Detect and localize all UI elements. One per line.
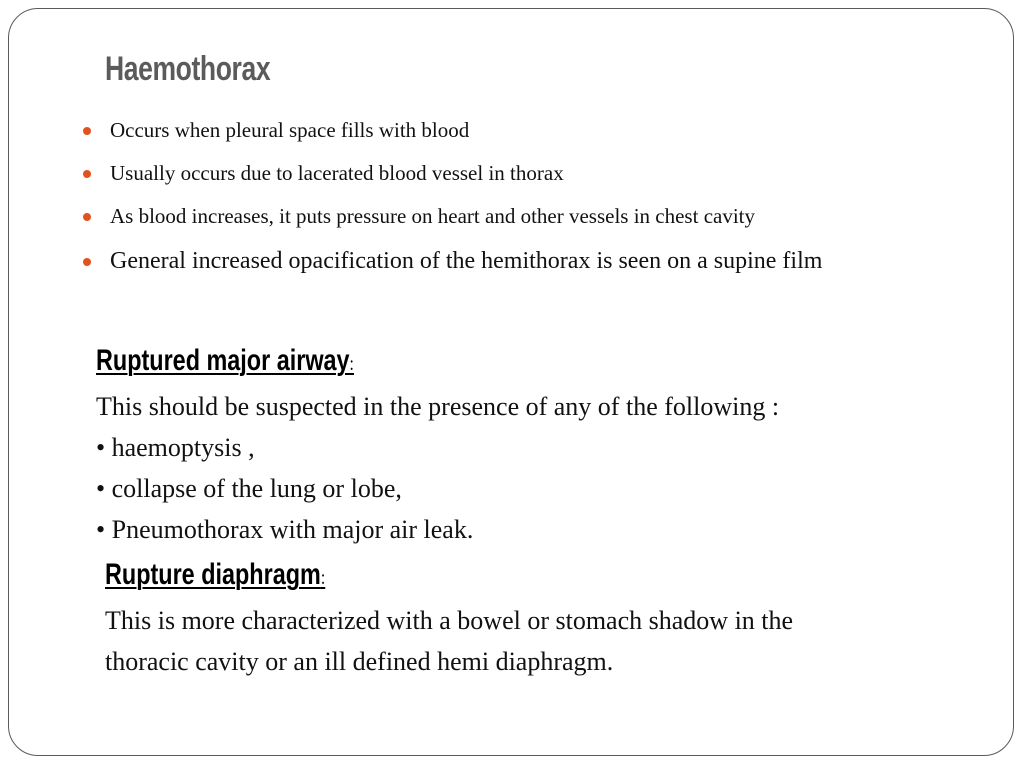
bullet-item (80, 204, 822, 247)
section-heading-text: Ruptured major airway (96, 344, 350, 377)
bullet-list (80, 118, 822, 291)
section-heading-text: Rupture diaphragm (105, 558, 321, 591)
bullet-text: Usually occurs due to lacerated blood vessel in thorax (110, 161, 564, 185)
section-heading-colon: : (349, 353, 354, 375)
section-list-item: • Pneumothorax with major air leak. (96, 515, 474, 544)
section-paragraph-line: thoracic cavity or an ill defined hemi diaphragm. (105, 647, 614, 676)
bullet-item (80, 118, 822, 161)
section-heading-diaphragm (105, 558, 325, 592)
section-paragraph-line: This is more characterized with a bowel or stomach shadow in the (105, 606, 794, 635)
bullet-item (80, 161, 822, 204)
bullet-icon (83, 258, 91, 266)
bullet-icon (83, 213, 91, 221)
section-heading-colon: : (320, 567, 326, 589)
bullet-icon (83, 127, 91, 135)
section-heading-airway (96, 344, 354, 378)
section-list-item: • collapse of the lung or lobe, (96, 474, 402, 503)
bullet-item (80, 248, 822, 291)
section-list-item: • haemoptysis , (96, 433, 255, 462)
slide-title: Haemothorax (105, 50, 271, 88)
bullet-text: As blood increases, it puts pressure on heart and other vessels in chest cavity (110, 204, 756, 228)
bullet-text: Occurs when pleural space fills with blood (110, 118, 470, 142)
bullet-icon (83, 170, 91, 178)
section-intro: This should be suspected in the presence of any of the following : (96, 392, 780, 421)
bullet-text: General increased opacification of the hemithorax is seen on a supine film (110, 248, 823, 274)
